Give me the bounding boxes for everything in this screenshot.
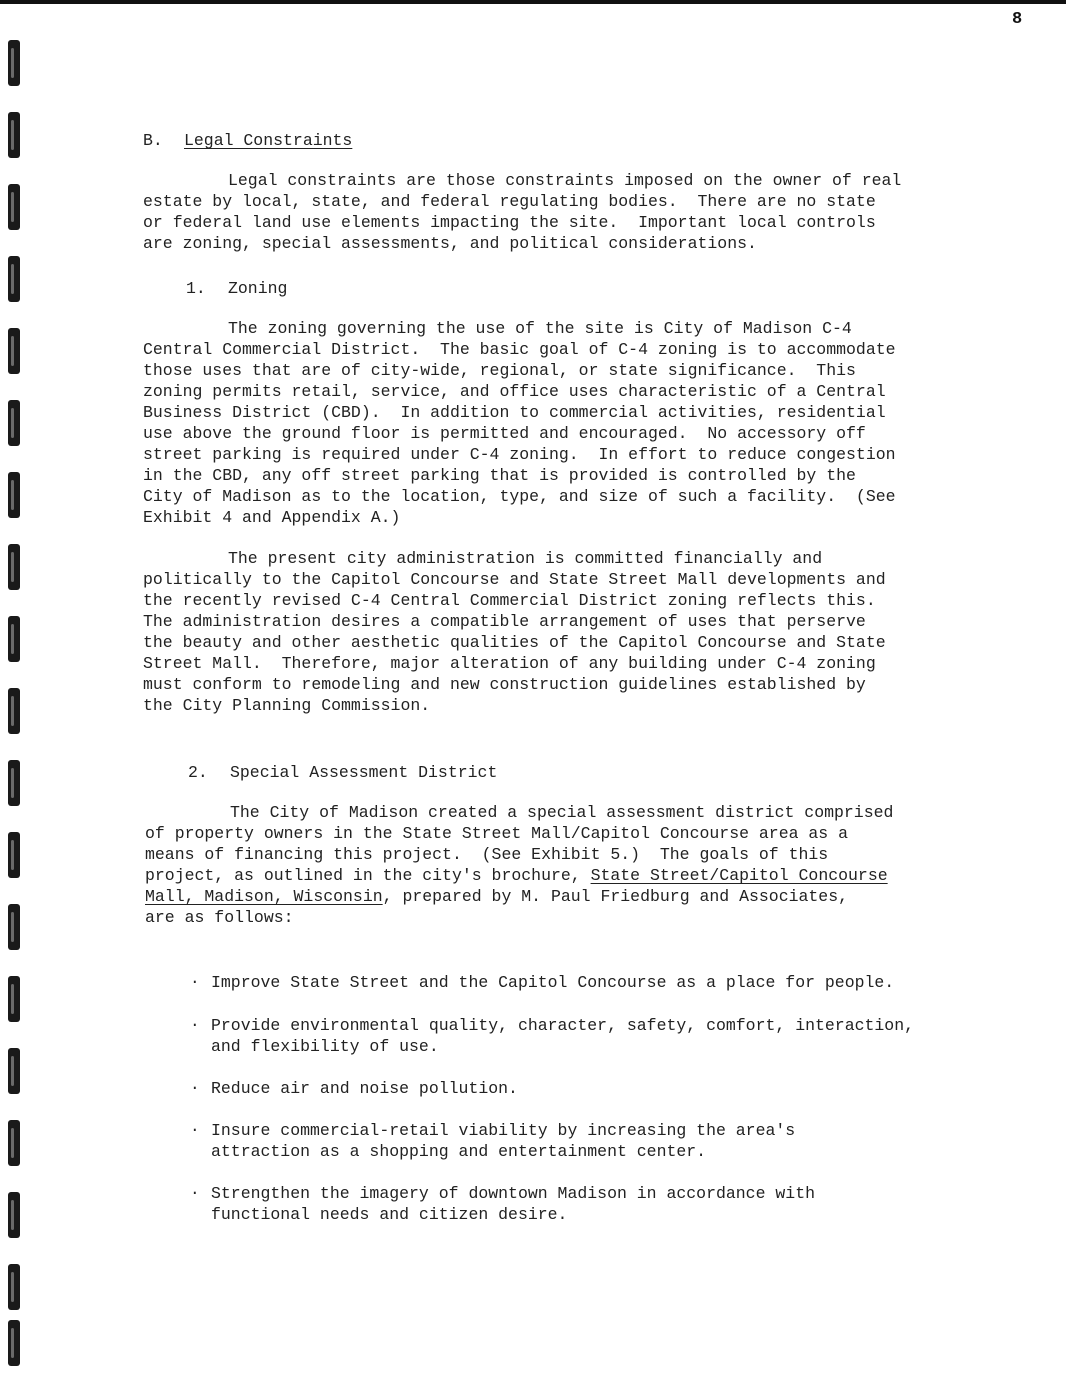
intro-line: or federal land use elements impacting the site. Important local controls bbox=[143, 213, 876, 232]
zoning-para2-line: The administration desires a compatible arrangement of uses that perserve bbox=[143, 612, 866, 631]
brochure-title: State Street/Capitol Concourse bbox=[590, 866, 888, 885]
zoning-para1-line: street parking is required under C-4 zoning. In effort to reduce congestion bbox=[143, 445, 896, 464]
goal-item: attraction as a shopping and entertainment center. bbox=[211, 1142, 707, 1161]
bullet-dot: · bbox=[190, 1079, 200, 1097]
assessment-number: 2. bbox=[188, 763, 208, 782]
zoning-para1-line: in the CBD, any off street parking that is provided is controlled by the bbox=[143, 466, 856, 485]
assessment-heading: Special Assessment District bbox=[230, 763, 498, 782]
intro-line: Legal constraints are those constraints imposed on the owner of real bbox=[228, 171, 902, 190]
zoning-para1-line: those uses that are of city-wide, regional, or state significance. This bbox=[143, 361, 856, 380]
section-title: Legal Constraints bbox=[184, 131, 353, 150]
section-label: B. bbox=[143, 131, 163, 150]
zoning-para1-line: Exhibit 4 and Appendix A.) bbox=[143, 508, 401, 527]
goal-item: Reduce air and noise pollution. bbox=[211, 1079, 518, 1098]
zoning-para2-line: politically to the Capitol Concourse and State Street Mall developments and bbox=[143, 570, 886, 589]
goal-item: Improve State Street and the Capitol Concourse as a place for people. bbox=[211, 973, 895, 992]
assessment-line: of property owners in the State Street Mall/Capitol Concourse area as a bbox=[145, 824, 849, 843]
brochure-title: Mall, Madison, Wisconsin bbox=[145, 887, 383, 906]
bullet-dot: · bbox=[190, 973, 200, 991]
zoning-para2-line: Street Mall. Therefore, major alteration of any building under C-4 zoning bbox=[143, 654, 876, 673]
zoning-para1-line: City of Madison as to the location, type, and size of such a facility. (See bbox=[143, 487, 896, 506]
zoning-heading: Zoning bbox=[228, 279, 288, 298]
zoning-para1-line: zoning permits retail, service, and office uses characteristic of a Central bbox=[143, 382, 886, 401]
goal-item: Insure commercial-retail viability by increasing the area's bbox=[211, 1121, 796, 1140]
assessment-line-text: project, as outlined in the city's brochure, bbox=[145, 866, 591, 885]
zoning-number: 1. bbox=[186, 279, 206, 298]
bullet-dot: · bbox=[190, 1184, 200, 1202]
zoning-para2-line: The present city administration is committed financially and bbox=[228, 549, 823, 568]
assessment-line: means of financing this project. (See Exhibit 5.) The goals of this bbox=[145, 845, 829, 864]
intro-line: estate by local, state, and federal regulating bodies. There are no state bbox=[143, 192, 876, 211]
assessment-line: are as follows: bbox=[145, 908, 294, 927]
zoning-para2-line: must conform to remodeling and new construction guidelines established by bbox=[143, 675, 866, 694]
goal-item: Strengthen the imagery of downtown Madison in accordance with bbox=[211, 1184, 815, 1203]
zoning-para1-line: use above the ground floor is permitted and encouraged. No accessory off bbox=[143, 424, 866, 443]
zoning-para2-line: the City Planning Commission. bbox=[143, 696, 431, 715]
assessment-line-text: , prepared by M. Paul Friedburg and Associates, bbox=[382, 887, 849, 906]
goal-item: and flexibility of use. bbox=[211, 1037, 439, 1056]
intro-line: are zoning, special assessments, and political considerations. bbox=[143, 234, 757, 253]
zoning-para2-line: the recently revised C-4 Central Commercial District zoning reflects this. bbox=[143, 591, 876, 610]
goal-item: functional needs and citizen desire. bbox=[211, 1205, 568, 1224]
assessment-line: The City of Madison created a special assessment district comprised bbox=[230, 803, 894, 822]
assessment-line bbox=[145, 865, 888, 886]
zoning-para1-line: The zoning governing the use of the site is City of Madison C-4 bbox=[228, 319, 852, 338]
assessment-line bbox=[145, 886, 848, 907]
zoning-para1-line: Central Commercial District. The basic goal of C-4 zoning is to accommodate bbox=[143, 340, 896, 359]
goal-item: Provide environmental quality, character, safety, comfort, interaction, bbox=[211, 1016, 915, 1035]
zoning-para2-line: the beauty and other aesthetic qualities of the Capitol Concourse and State bbox=[143, 633, 886, 652]
bullet-dot: · bbox=[190, 1121, 200, 1139]
bullet-dot: · bbox=[190, 1016, 200, 1034]
page-number: 8 bbox=[1012, 10, 1023, 29]
zoning-para1-line: Business District (CBD). In addition to commercial activities, residential bbox=[143, 403, 886, 422]
